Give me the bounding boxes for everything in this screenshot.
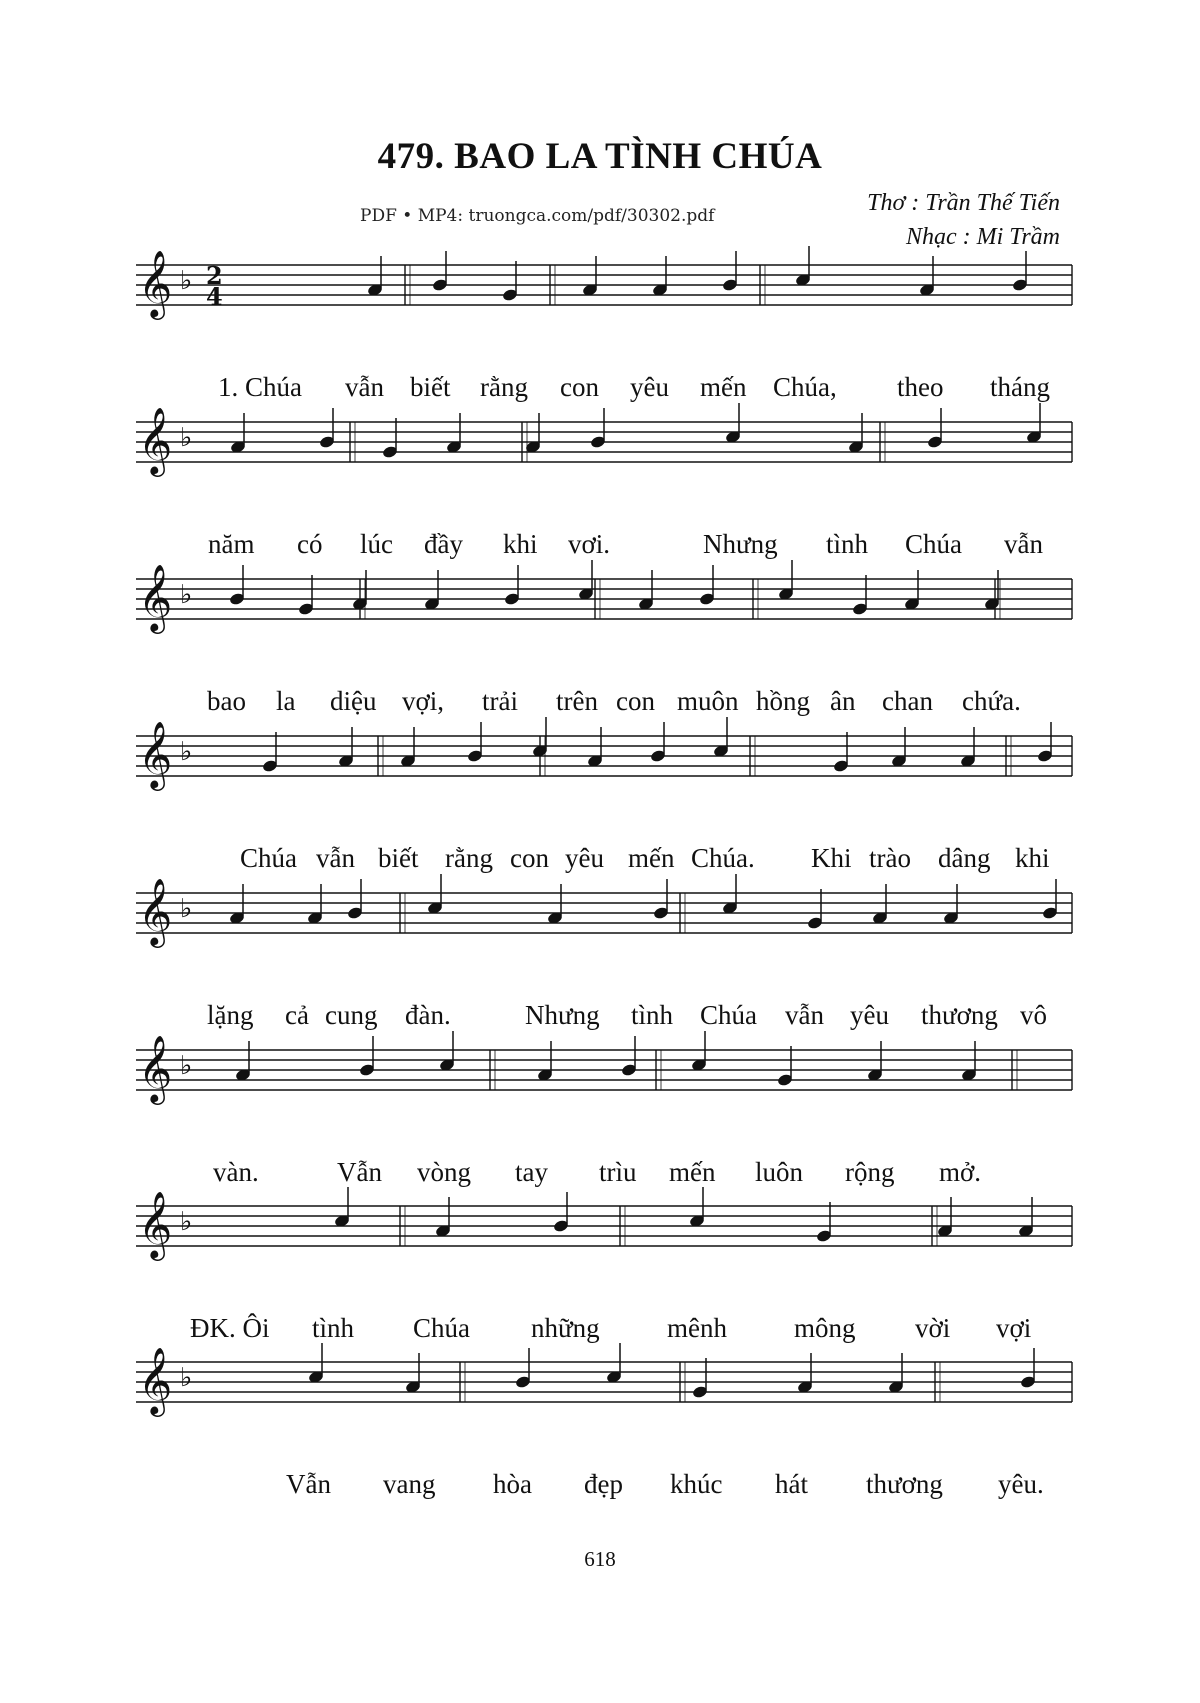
staff [136,1010,1072,1140]
lyric-syllable: vơi. [568,529,611,559]
lyric-syllable: vô [1020,1000,1047,1030]
lyric-syllable: con [510,843,549,873]
lyric-syllable: mến [669,1157,716,1187]
lyric-syllable: ĐK. Ôi [190,1313,270,1343]
lyric-syllable: Chúa [240,843,297,873]
lyric-syllable: vẫn [345,372,384,402]
lyric-syllable: vòng [417,1157,471,1187]
lyric-syllable: trào [869,843,911,873]
lyric-syllable: Chúa [700,1000,757,1030]
treble-clef-icon: 𝄞 [138,720,173,788]
lyric-syllable: đầy [424,529,463,559]
lyric-syllable: Chúa [905,529,962,559]
lyric-syllable: yêu. [998,1469,1044,1499]
lyric-syllable: chan [882,686,933,716]
time-signature-denominator: 4 [206,282,223,311]
lyric-syllable: mến [628,843,675,873]
lyric-syllable: Vẫn [337,1157,382,1187]
lyric-syllable: Vẫn [286,1469,331,1499]
lyric-syllable: cả [285,1000,309,1030]
staff [136,853,1072,983]
lyric-syllable: chứa. [962,686,1021,716]
lyric-syllable: biết [378,843,419,873]
lyric-syllable: vẫn [316,843,355,873]
lyric-syllable: mông [794,1313,856,1343]
treble-clef-icon: 𝄞 [138,563,173,631]
lyric-syllable: la [276,686,296,716]
staff [136,382,1072,512]
key-signature-flat-icon: ♭ [180,1207,193,1237]
lyric-syllable: yêu [850,1000,889,1030]
lyric-syllable: tháng [990,372,1050,402]
lyric-syllable: yêu [630,372,669,402]
lyric-syllable: vẫn [785,1000,824,1030]
lyricist-credit: Thơ : Trần Thế Tiến [867,190,1060,216]
treble-clef-icon: 𝄞 [138,249,173,317]
lyric-syllable: vang [383,1469,436,1499]
lyric-syllable: hát [775,1469,808,1499]
lyric-syllable: rằng [445,843,493,873]
lyric-syllable: trải [482,686,518,716]
lyric-syllable: bao [207,686,246,716]
lyric-syllable: ân [830,686,856,716]
lyric-syllable: trìu [599,1157,637,1187]
key-signature-flat-icon: ♭ [180,580,193,610]
lyric-syllable: 1. Chúa [218,372,302,402]
lyric-syllable: Khi [811,843,852,873]
lyric-syllable: trên [556,686,598,716]
treble-clef-icon: 𝄞 [138,406,173,474]
lyric-syllable: Chúa, [773,372,837,402]
lyric-syllable: mênh [667,1313,727,1343]
staff-system [136,1322,1072,1452]
lyric-syllable: lúc [360,529,393,559]
key-signature-flat-icon: ♭ [180,894,193,924]
lyric-syllable: khi [503,529,538,559]
lyric-syllable: khi [1015,843,1050,873]
treble-clef-icon: 𝄞 [138,1190,173,1258]
lyric-syllable: rằng [480,372,528,402]
lyric-syllable: vợi, [402,686,445,716]
lyric-syllable: vẫn [1004,529,1043,559]
lyric-syllable: Chúa [413,1313,470,1343]
lyric-syllable: mở. [939,1157,982,1187]
lyric-syllable: mến [700,372,747,402]
lyric-syllable: có [297,529,323,559]
lyric-syllable: thương [866,1469,943,1499]
lyric-syllable: vời [915,1313,951,1343]
lyric-syllable: vợi [996,1313,1032,1343]
staff-system [136,539,1072,669]
staff-system [136,225,1072,355]
lyric-syllable: lặng [207,1000,254,1030]
key-signature-flat-icon: ♭ [180,423,193,453]
staff [136,1166,1072,1296]
key-signature-flat-icon: ♭ [180,1363,193,1393]
lyric-syllable: cung [325,1000,378,1030]
key-signature-flat-icon: ♭ [180,737,193,767]
staff [136,1322,1072,1452]
time-signature-numerator: 2 [206,261,223,290]
key-signature-flat-icon: ♭ [180,1051,193,1081]
lyric-syllable: đàn. [405,1000,451,1030]
staff-system [136,696,1072,826]
staff-system [136,1166,1072,1296]
staff-system [136,853,1072,983]
staff [136,225,1072,355]
lyric-syllable: Nhưng [525,1000,600,1030]
lyric-syllable: năm [208,529,255,559]
treble-clef-icon: 𝄞 [138,1034,173,1102]
key-signature-flat-icon: ♭ [180,266,193,296]
lyric-syllable: hòa [493,1469,532,1499]
lyric-syllable: hồng [756,686,810,716]
lyric-syllable: Nhưng [703,529,778,559]
lyric-syllable: diệu [330,686,377,716]
lyric-syllable: luôn [755,1157,804,1187]
composer-credit: Nhạc : Mi Trầm [905,224,1060,250]
page-number: 618 [584,1547,616,1571]
lyric-syllable: dâng [938,843,991,873]
lyric-syllable: yêu [565,843,604,873]
staff-system [136,382,1072,512]
lyric-syllable: rộng [845,1157,895,1187]
lyric-syllable: tình [631,1000,674,1030]
lyric-syllable: tình [826,529,869,559]
staff [136,539,1072,669]
staff [136,696,1072,826]
lyric-syllable: thương [921,1000,998,1030]
lyric-syllable: khúc [670,1469,723,1499]
lyric-syllable: Chúa. [691,843,755,873]
lyric-syllable: theo [897,372,944,402]
treble-clef-icon: 𝄞 [138,1346,173,1414]
lyric-syllable: biết [410,372,451,402]
lyric-syllable: con [616,686,655,716]
staff-system [136,1010,1072,1140]
lyric-syllable: muôn [677,686,739,716]
source-link[interactable]: PDF • MP4: truongca.com/pdf/30302.pdf [360,206,715,226]
lyric-syllable: vàn. [213,1157,259,1187]
lyric-syllable: con [560,372,599,402]
lyric-syllable: những [531,1313,600,1343]
treble-clef-icon: 𝄞 [138,877,173,945]
lyric-syllable: đẹp [584,1469,623,1499]
song-title: 479. BAO LA TÌNH CHÚA [377,136,823,177]
lyric-syllable: tình [312,1313,355,1343]
lyric-syllable: tay [515,1157,548,1187]
